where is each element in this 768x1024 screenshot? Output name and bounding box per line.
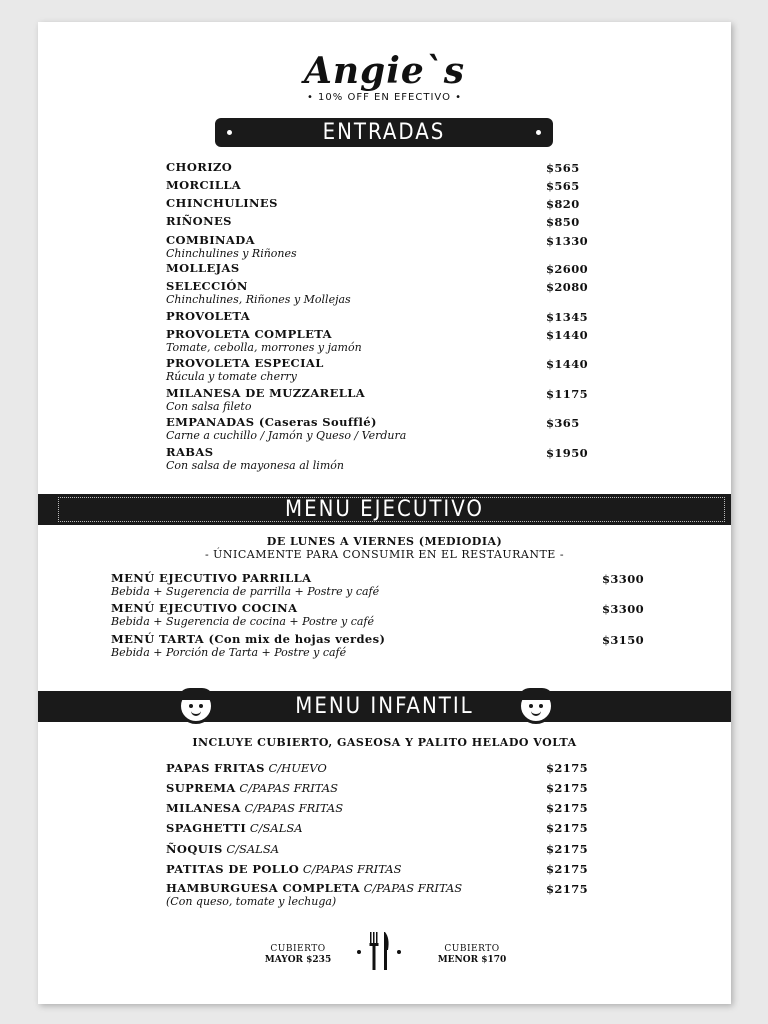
item-price: $1330 [546,234,589,248]
section-title: ENTRADAS [322,120,446,145]
list-item: MENÚ TARTA (Con mix de hojas verdes) Bebida + Porción de Tarta + Postre y café [111,632,386,659]
list-item: EMPANADAS (Caseras Soufflé) Carne a cuchillo / Jamón y Queso / Verdura [166,415,407,442]
item-price: $2175 [546,821,589,835]
list-item: SELECCIÓN Chinchulines, Riñones y Mollejas [166,279,351,306]
cubierto-menor: CUBIERTO MENOR $170 [437,944,507,965]
list-item: SPAGHETTI C/SALSA [166,821,303,835]
kid-face-icon [178,688,214,724]
item-price: $2175 [546,862,589,876]
item-price: $3150 [602,633,645,647]
item-price: $1345 [546,310,589,324]
item-price: $2175 [546,781,589,795]
item-price: $3300 [602,572,645,586]
fork-knife-icon [356,928,402,974]
list-item: PATITAS DE POLLO C/PAPAS FRITAS [166,862,402,876]
item-price: $2175 [546,761,589,775]
list-item: PROVOLETA COMPLETA Tomate, cebolla, morrones y jamón [166,327,362,354]
item-price: $3300 [602,602,645,616]
item-price: $2175 [546,842,589,856]
ejecutivo-restriction: - ÚNICAMENTE PARA CONSUMIR EN EL RESTAURANTE - [204,548,565,561]
item-price: $565 [546,161,580,175]
menu-page [38,22,731,1004]
list-item: COMBINADA Chinchulines y Riñones [166,233,297,260]
section-header-infantil [38,691,731,722]
item-price: $1440 [546,357,589,371]
list-item: ÑOQUIS C/SALSA [166,842,280,856]
bullet-icon [227,130,232,135]
list-item: RIÑONES [166,214,232,228]
list-item: PAPAS FRITAS C/HUEVO [166,761,327,775]
list-item: PROVOLETA [166,309,251,323]
item-price: $2175 [546,882,589,896]
item-price: $1175 [546,387,589,401]
list-item: HAMBURGUESA COMPLETA C/PAPAS FRITAS (Con queso, tomate y lechuga) [166,881,463,908]
cubierto-mayor: CUBIERTO MAYOR $235 [264,944,332,965]
item-price: $850 [546,215,580,229]
list-item: MENÚ EJECUTIVO PARRILLA Bebida + Sugerencia de parrilla + Postre y café [111,571,380,598]
item-price: $820 [546,197,580,211]
list-item: PROVOLETA ESPECIAL Rúcula y tomate cherry [166,356,324,383]
list-item: MILANESA DE MUZZARELLA Con salsa fileto [166,386,366,413]
item-price: $565 [546,179,580,193]
kid-face-icon [518,688,554,724]
cash-discount-note: • 10% OFF EN EFECTIVO • [306,92,463,103]
list-item: RABAS Con salsa de mayonesa al limón [166,445,344,472]
list-item: SUPREMA C/PAPAS FRITAS [166,781,339,795]
bullet-icon [536,130,541,135]
section-title: MENU EJECUTIVO [285,497,484,522]
list-item: MOLLEJAS [166,261,240,275]
list-item: CHINCHULINES [166,196,278,210]
section-header-entradas [215,118,553,147]
restaurant-logo: Angie`s [303,50,466,92]
item-price: $2175 [546,801,589,815]
item-price: $1950 [546,446,589,460]
item-price: $2600 [546,262,589,276]
item-price: $1440 [546,328,589,342]
infantil-note: INCLUYE CUBIERTO, GASEOSA Y PALITO HELADO VOLTA [192,736,577,749]
item-price: $365 [546,416,580,430]
section-title: MENU INFANTIL [295,694,474,719]
list-item: MORCILLA [166,178,242,192]
ejecutivo-schedule: DE LUNES A VIERNES (MEDIODIA) [266,535,503,548]
list-item: MILANESA C/PAPAS FRITAS [166,801,344,815]
list-item: MENÚ EJECUTIVO COCINA Bebida + Sugerencia de cocina + Postre y café [111,601,375,628]
section-header-ejecutivo [38,494,731,525]
item-price: $2080 [546,280,589,294]
list-item: CHORIZO [166,160,233,174]
